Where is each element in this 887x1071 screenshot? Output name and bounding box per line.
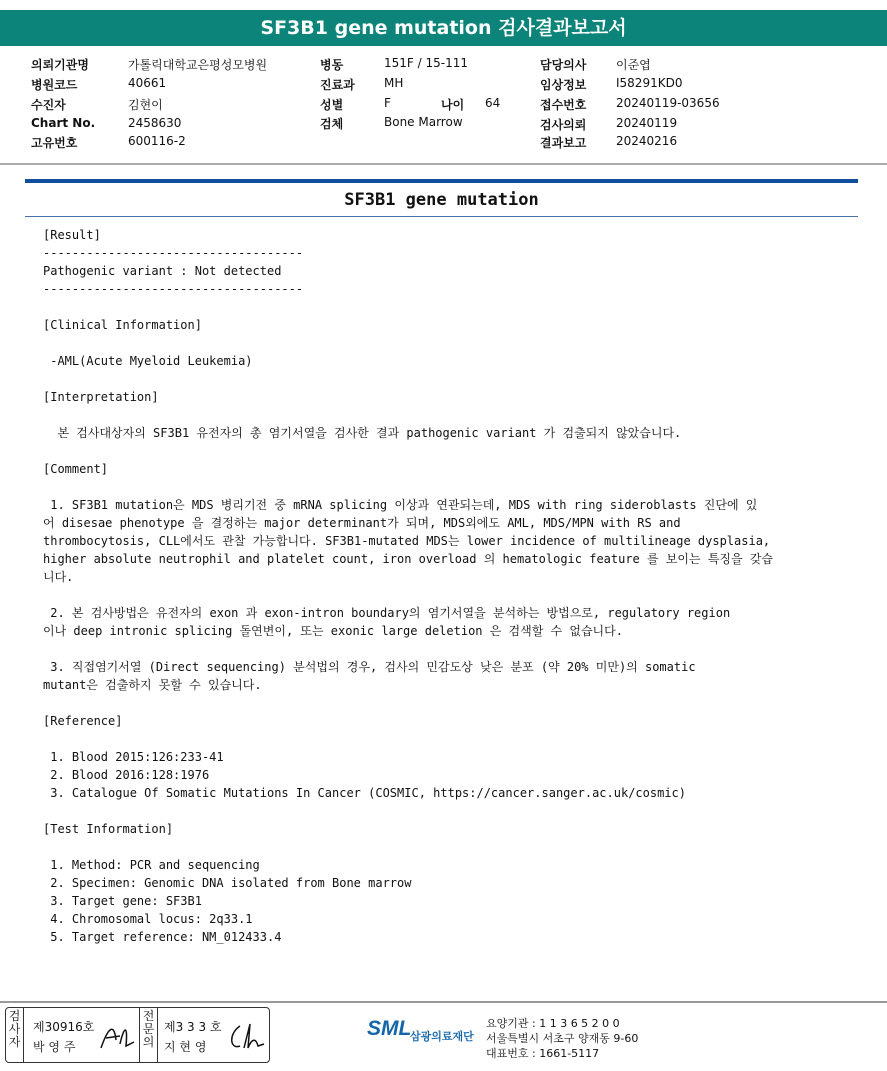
label-sex: 성별 (320, 98, 344, 112)
examiner-license: 제30916호 (33, 1020, 95, 1034)
report-line: 3. Catalogue Of Somatic Mutations In Cancer (COSMIC, https://cancer.sanger.ac.uk/cosmic) (43, 786, 686, 800)
examiner-signature (98, 1018, 138, 1054)
report-line: thrombocytosis, CLL에서도 관찰 가능합니다. SF3B1-mutated MDS는 lower incidence of multilineage dysplasia, (43, 534, 771, 548)
divider (139, 1008, 140, 1062)
section-bottom-rule (25, 216, 858, 217)
patient-header (0, 54, 887, 150)
blank-line (43, 640, 843, 658)
reviewer-label (141, 1010, 156, 1049)
value-doctor: 이준엽 (616, 58, 651, 72)
label-doctor: 담당의사 (540, 58, 587, 72)
report-line: 2. Specimen: Genomic DNA isolated from Bone marrow (43, 876, 412, 890)
value-hospital-code: 40661 (128, 76, 167, 90)
org-address: 서울특별시 서초구 양재동 9-60 (486, 1032, 639, 1045)
blank-line (43, 694, 843, 712)
blank-line (43, 442, 843, 460)
report-line: [Test Information] (43, 822, 174, 836)
report-line: 2. Blood 2016:128:1976 (43, 768, 210, 782)
label-specimen: 검체 (320, 117, 344, 131)
blank-line (43, 478, 843, 496)
org-code: 요양기관 : 1 1 3 6 5 2 0 0 (486, 1017, 620, 1030)
blank-line (43, 406, 843, 424)
report-line: 1. Blood 2015:126:233-41 (43, 750, 224, 764)
reviewer-signature (226, 1018, 266, 1054)
signature-box (5, 1007, 270, 1063)
report-line: [Result] (43, 228, 101, 242)
examiner-label-text: 검 사 자 (8, 1009, 21, 1049)
report-line: [Comment] (43, 462, 109, 476)
report-line: 3. Target gene: SF3B1 (43, 894, 202, 908)
label-unique-id: 고유번호 (31, 136, 78, 150)
blank-line (43, 802, 843, 820)
label-clinical-info: 임상정보 (540, 78, 587, 92)
blank-line (43, 298, 843, 316)
label-hospital: 의뢰기관명 (31, 58, 89, 72)
section-top-rule (25, 179, 858, 183)
report-line: 어 disesae phenotype 을 결정하는 major determinant가 되며, MDS외에도 AML, MDS/MPN with RS and (43, 516, 681, 530)
value-receipt-no: 20240119-03656 (616, 96, 720, 110)
label-receipt-no: 접수번호 (540, 98, 587, 112)
report-line: [Interpretation] (43, 390, 159, 404)
label-report-date: 결과보고 (540, 136, 587, 150)
label-request-date: 검사의뢰 (540, 118, 587, 132)
value-chart-no: 2458630 (128, 116, 182, 130)
header-divider (0, 163, 887, 165)
label-patient: 수진자 (31, 98, 66, 112)
examiner-label (7, 1010, 22, 1049)
value-unique-id: 600116-2 (128, 134, 186, 148)
report-line: 1. SF3B1 mutation은 MDS 병리기전 중 mRNA splicing 이상과 연관되는데, MDS with ring sideroblasts 진단에 있 (43, 498, 758, 512)
value-hospital: 가톨릭대학교은평성모병원 (128, 58, 268, 72)
blank-line (43, 838, 843, 856)
value-age: 64 (485, 96, 501, 110)
report-line: higher absolute neutrophil and platelet count, iron overload 의 hematologic feature 를 보이는 특징을 갖습 (43, 552, 774, 566)
blank-line (43, 730, 843, 748)
reviewer-license: 제3 3 3 호 (164, 1020, 222, 1034)
sml-logo: SML (367, 1017, 412, 1040)
report-line: [Clinical Information] (43, 318, 202, 332)
label-chart-no: Chart No. (31, 116, 96, 130)
report-line: ------------------------------------ (43, 246, 304, 260)
value-sex: F (384, 96, 391, 110)
report-title: SF3B1 gene mutation 검사결과보고서 (0, 10, 887, 46)
report-line: ------------------------------------ (43, 282, 304, 296)
value-patient: 김현이 (128, 98, 163, 112)
report-line: 2. 본 검사방법은 유전자의 exon 과 exon-intron boundary의 염기서열을 분석하는 방법으로, regulatory region (43, 606, 731, 620)
report-line: 3. 직접염기서열 (Direct sequencing) 분석법의 경우, 검사의 민감도상 낮은 분포 (약 20% 미만)의 somatic (43, 660, 696, 674)
reviewer-label-text: 전 문 의 (142, 1009, 155, 1049)
value-department: MH (384, 76, 404, 90)
examiner-name: 박 영 주 (33, 1040, 76, 1054)
footer-divider (0, 1001, 887, 1003)
org-phone: 대표번호 : 1661-5117 (486, 1047, 600, 1060)
value-request-date: 20240119 (616, 116, 678, 130)
report-line: Pathogenic variant : Not detected (43, 264, 282, 278)
label-department: 진료과 (320, 78, 355, 92)
value-specimen: Bone Marrow (384, 115, 463, 129)
value-ward: 151F / 15-111 (384, 56, 468, 70)
blank-line (43, 334, 843, 352)
blank-line (43, 370, 843, 388)
report-line: 니다. (43, 570, 74, 584)
label-hospital-code: 병원코드 (31, 78, 78, 92)
report-line: 본 검사대상자의 SF3B1 유전자의 총 염기서열을 검사한 결과 pathogenic variant 가 검출되지 않았습니다. (43, 426, 682, 440)
report-line: -AML(Acute Myeloid Leukemia) (43, 354, 253, 368)
report-line: 4. Chromosomal locus: 2q33.1 (43, 912, 253, 926)
section-title: SF3B1 gene mutation (344, 190, 539, 210)
report-line: [Reference] (43, 714, 123, 728)
report-line: 5. Target reference: NM_012433.4 (43, 930, 282, 944)
foundation-name: 삼광의료재단 (410, 1030, 474, 1043)
report-line: mutant은 검출하지 못할 수 있습니다. (43, 678, 262, 692)
divider (23, 1008, 24, 1062)
label-ward: 병동 (320, 58, 344, 72)
report-body (43, 226, 843, 946)
reviewer-name: 지 현 영 (164, 1040, 207, 1054)
label-age: 나이 (441, 98, 465, 112)
value-clinical-info: I58291KD0 (616, 76, 683, 90)
report-line: 이나 deep intronic splicing 돌연변이, 또는 exonic large deletion 은 검색할 수 없습니다. (43, 624, 623, 638)
blank-line (43, 586, 843, 604)
value-report-date: 20240216 (616, 134, 678, 148)
divider (157, 1008, 158, 1062)
report-line: 1. Method: PCR and sequencing (43, 858, 260, 872)
